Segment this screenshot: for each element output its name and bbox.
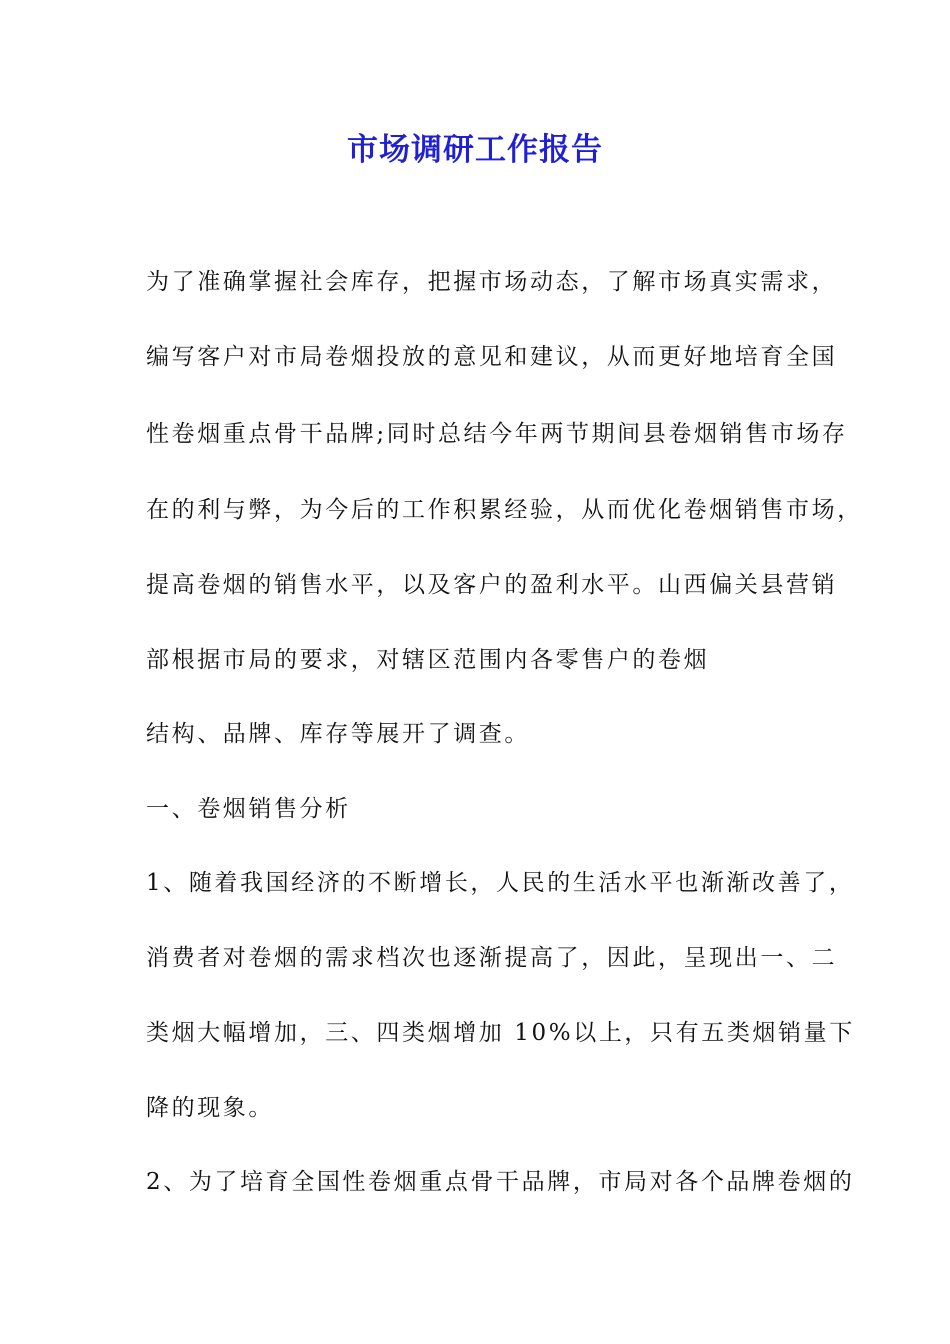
paragraph-line-13: 2、为了培育全国性卷烟重点骨干品牌，市局对各个品牌卷烟的 [146,1169,855,1195]
paragraph-line-9: 1、随着我国经济的不断增长，人民的生活水平也渐渐改善了， [146,870,855,896]
paragraph-line-4: 在的利与弊，为今后的工作积累经验，从而优化卷烟销售市场， [146,497,863,523]
paragraph-line-3: 性卷烟重点骨干品牌;同时总结今年两节期间县卷烟销售市场存 [146,421,848,447]
paragraph-line-7: 结构、品牌、库存等展开了调查。 [146,721,530,747]
paragraph-line-12: 降的现象。 [146,1095,274,1121]
paragraph-line-11: 类烟大幅增加，三、四类烟增加 10%以上，只有五类烟销量下 [146,1020,855,1046]
document-title: 市场调研工作报告 [347,132,603,168]
paragraph-line-5: 提高卷烟的销售水平，以及客户的盈利水平。山西偏关县营销 [146,572,838,598]
paragraph-line-10: 消费者对卷烟的需求档次也逐渐提高了，因此，呈现出一、二 [146,945,838,971]
paragraph-line-2: 编写客户对市局卷烟投放的意见和建议，从而更好地培育全国 [146,344,838,370]
paragraph-line-6: 部根据市局的要求，对辖区范围内各零售户的卷烟 [146,647,710,673]
paragraph-line-1: 为了准确掌握社会库存，把握市场动态，了解市场真实需求， [146,269,838,295]
section-heading: 一、卷烟销售分析 [146,796,351,822]
